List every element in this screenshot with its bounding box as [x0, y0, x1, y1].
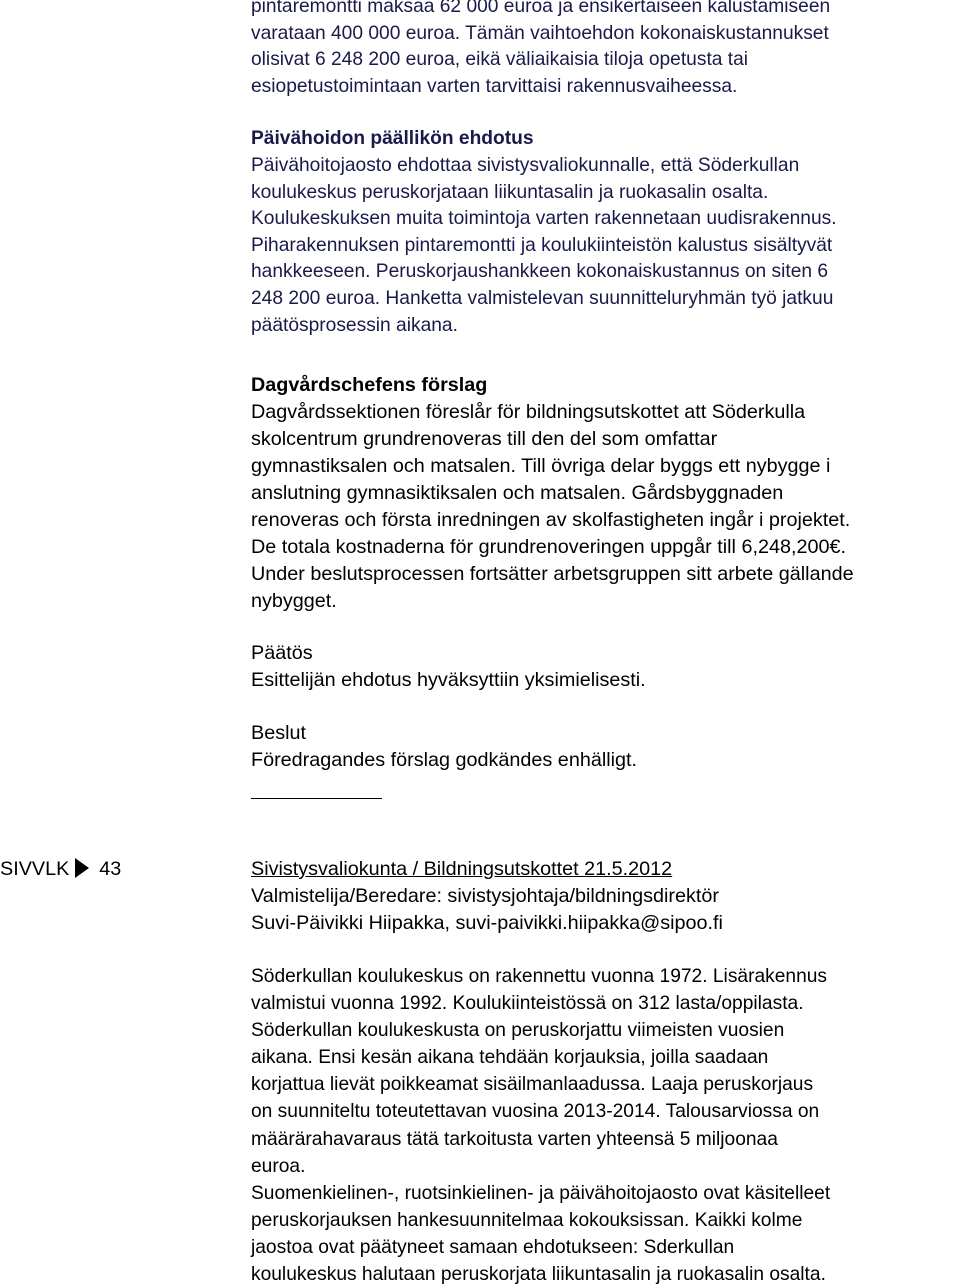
text-line: Under beslutsprocessen fortsätter arbetsgruppen sitt arbete gällande [251, 563, 854, 585]
text-line: De totala kostnaderna för grundrenoveringen uppgår till 6,248,200€. [251, 536, 846, 558]
text-line: valmistui vuonna 1992. Koulukiinteistössä on 312 lasta/oppilasta. [251, 993, 804, 1015]
text-line: olisivat 6 248 200 euroa, eikä väliaikaisia tiloja opetusta tai [251, 49, 749, 71]
text-line: 248 200 euroa. Hanketta valmistelevan suunnitteluryhmän työ jatkuu [251, 287, 834, 309]
section-header [251, 856, 960, 937]
section-body [251, 963, 960, 1288]
section-number: 43 [99, 858, 122, 880]
sv-proposal-heading: Dagvårdschefens förslag [251, 374, 488, 396]
contact-line: Suvi-Päivikki Hiipakka, suvi-paivikki.hiipakka@sipoo.fi [251, 912, 723, 934]
text-line: Koulukeskuksen muita toimintoja varten rakennetaan uudisrakennus. [251, 208, 837, 230]
section-code: SIVVLK [0, 858, 70, 880]
text-line: skolcentrum grundrenoveras till den del som omfattar [251, 428, 718, 450]
section-divider [251, 798, 382, 799]
preparer-line: Valmistelija/Beredare: sivistysjohtaja/bildningsdirektör [251, 885, 719, 907]
fi-proposal-section [251, 126, 960, 339]
triangle-arrow-icon [75, 858, 89, 878]
text-line: Piharakennuksen pintaremontti ja koulukiinteistön kalustus sisältyvät [251, 234, 833, 256]
text-line: euroa. [251, 1155, 306, 1177]
text-line: koulukeskus peruskorjataan liikuntasalin ja ruokasalin osalta. [251, 181, 769, 203]
text-line: on suunniteltu toteutettavan vuosina 2013-2014. Talousarviossa on [251, 1101, 820, 1123]
text-line: Söderkullan koulukeskusta on peruskorjattu viimeisten vuosien [251, 1020, 785, 1042]
text-line: jaostoa ovat päätyneet samaan ehdotukseen: Sderkullan [251, 1236, 735, 1258]
text-line: hankkeeseen. Peruskorjaushankkeen kokonaiskustannus on siten 6 [251, 261, 829, 283]
upper-text-column [251, 0, 960, 339]
decision-fi-section [251, 640, 960, 694]
fi-proposal-heading: Päivähoidon päällikön ehdotus [251, 128, 534, 150]
text-line: korjattua lievät poikkeamat sisäilmanlaadussa. Laaja peruskorjaus [251, 1074, 814, 1096]
sv-proposal-section [251, 372, 960, 615]
decision-sv-text: Föredragandes förslag godkändes enhälligt. [251, 749, 637, 771]
text-line: gymnastiksalen och matsalen. Till övriga delar byggs ett nybygge i [251, 455, 831, 477]
text-line: nybygget. [251, 590, 337, 612]
text-line: Söderkullan koulukeskus on rakennettu vuonna 1972. Lisärakennus [251, 966, 828, 987]
text-line: anslutning gymnasiktiksalen och matsalen. Gårdsbyggnaden [251, 482, 784, 504]
text-line: määrärahavaraus tätä tarkoitusta varten yhteensä 5 miljoonaa [251, 1128, 778, 1150]
decision-fi-text: Esittelijän ehdotus hyväksyttiin yksimielisesti. [251, 669, 646, 691]
text-line: renoveras och första inredningen av skolfastigheten ingår i projektet. [251, 509, 851, 531]
text-line: esiopetustoimintaan varten tarvittaisi rakennusvaiheessa. [251, 75, 738, 97]
text-line: aikana. Ensi kesän aikana tehdään korjauksia, joilla saadaan [251, 1047, 769, 1069]
text-line: Päivähoitojaosto ehdottaa sivistysvaliokunnalle, että Söderkullan [251, 154, 800, 176]
text-line: peruskorjauksen hankesuunnitelmaa kokouksissan. Kaikki kolme [251, 1209, 803, 1231]
text-line: varataan 400 000 euroa. Tämän vaihtoehdon kokonaiskustannukset [251, 22, 829, 44]
meeting-title: Sivistysvaliokunta / Bildningsutskottet 21.5.2012 [251, 858, 673, 880]
decision-sv-section [251, 720, 960, 774]
text-line: pintaremontti maksaa 62 000 euroa ja ensikertaiseen kalustamiseen [251, 0, 831, 17]
text-line: koulukeskus halutaan peruskorjata liikuntasalin ja ruokasalin osalta. [251, 1264, 826, 1286]
section-marker [0, 856, 121, 883]
text-line: Suomenkielinen-, ruotsinkielinen- ja päivähoitojaosto ovat käsitelleet [251, 1182, 831, 1204]
decision-fi-heading: Päätös [251, 642, 313, 664]
decision-sv-heading: Beslut [251, 722, 306, 744]
intro-paragraph [251, 0, 960, 100]
text-line: Dagvårdssektionen föreslår för bildningsutskottet att Söderkulla [251, 401, 806, 423]
text-line: päätösprosessin aikana. [251, 314, 458, 336]
